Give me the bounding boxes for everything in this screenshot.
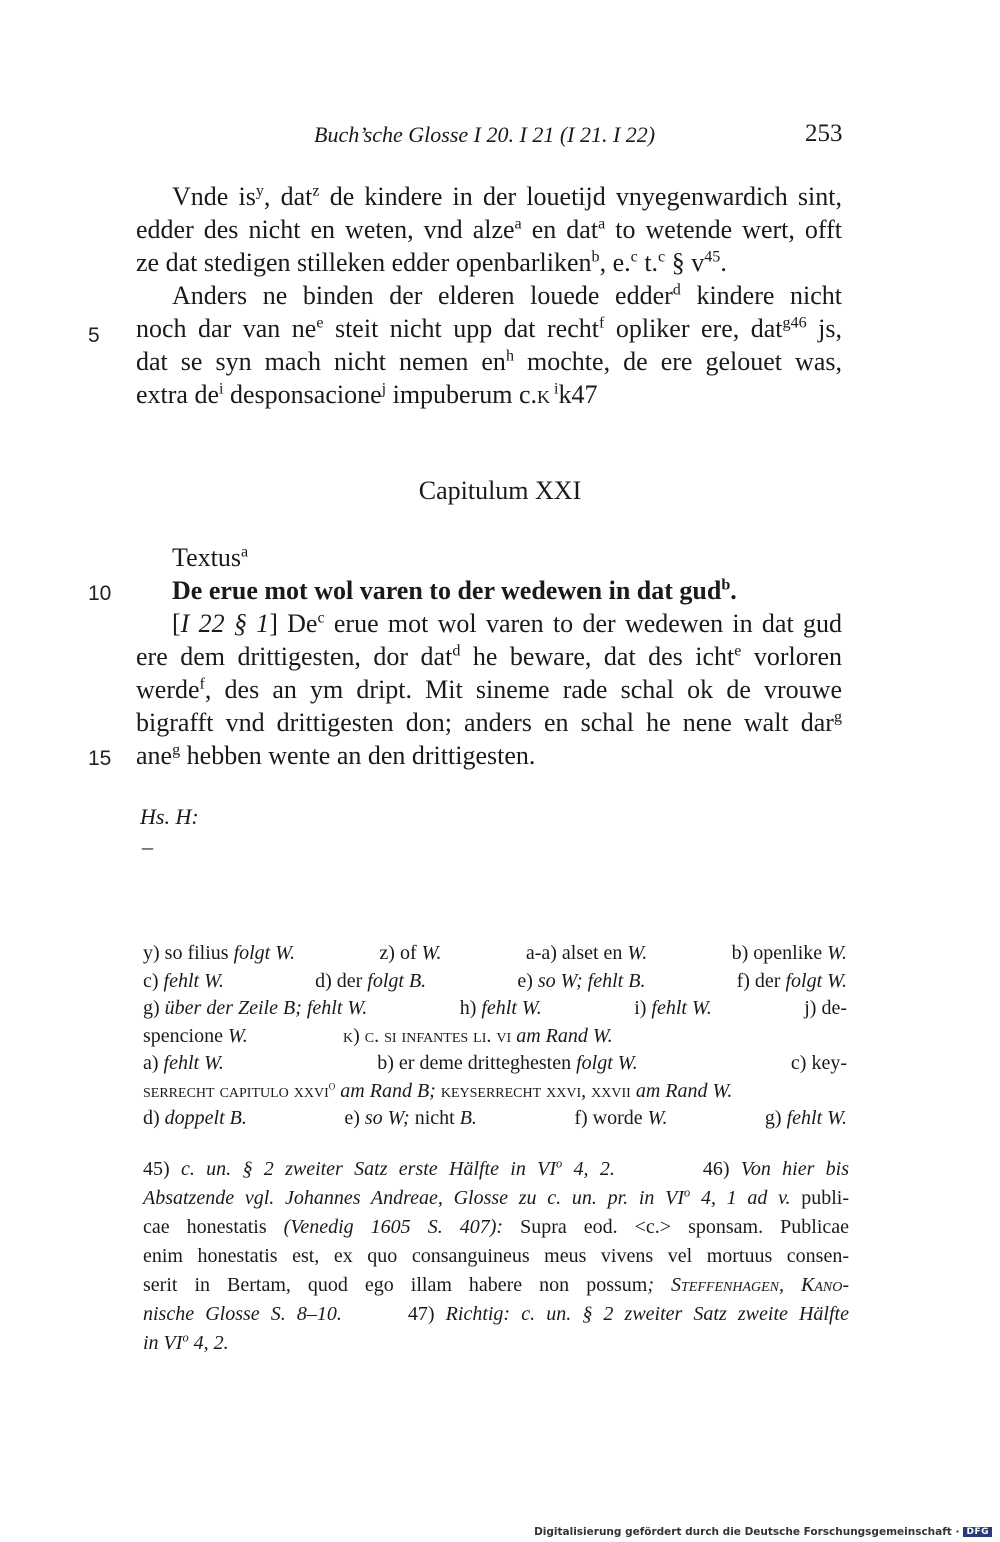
footnote-line: nische Glosse S. 8–10. 47) Richtig: c. un. § 2 zweiter Satz zweite Hälfte — [143, 1303, 849, 1325]
apparatus-row: g) über der Zeile B; fehlt W. h) fehlt W. i) fehlt W. j) de- — [143, 997, 847, 1019]
funding-text: Digitalisierung gefördert durch die Deutsche Forschungsgemeinschaft · — [534, 1526, 960, 1538]
manuscript-label: Hs. H: — [140, 804, 199, 829]
text-line: bigrafft vnd drittigesten don; anders en schal he nene walt dar$^g$ — [136, 708, 842, 737]
footnote-line: Absatzende vgl. Johannes Andreae, Glosse zu c. un. pr. in $VI^o$ 4, 1 ad v. publi- — [143, 1185, 849, 1209]
text-line: dat se syn mach nicht nemen $en^h$ mochte, de ere gelouet was, — [136, 347, 842, 376]
page-number: 253 — [805, 120, 843, 147]
text-line: ane$^g$ hebben wente an den drittigesten. — [136, 741, 536, 770]
funding-footer — [534, 1526, 992, 1538]
footnote-line: 45) c. un. § 2 zweiter Satz erste Hälfte in $VI^o$ 4, 2. 46) Von hier bis — [143, 1156, 849, 1180]
text-line: edder des nicht en weten, vnd alze$^a$ en dat$^a$ to wetende wert, offt — [136, 215, 842, 244]
footnote-line: cae honestatis (Venedig 1605 S. 407): Supra eod. <c.> sponsam. Publicae — [143, 1216, 850, 1238]
source-footnotes — [143, 1155, 849, 1358]
apparatus-row: c) fehlt W. d) der folgt B. e) so W; fehlt B. f) der folgt W. — [143, 969, 847, 992]
apparatus-row: d) doppelt B. e) so W; nicht B. f) worde W. g) fehlt W. — [143, 1107, 847, 1129]
text-line: extra $de^i$ desponsacione$^j$ impuberum c.k $^i$k47 — [136, 380, 598, 409]
critical-apparatus — [143, 940, 847, 1133]
running-title: Buch’sche Glosse I 20. I 21 (I 21. I 22) — [314, 122, 656, 147]
line-number: 5 — [88, 324, 100, 347]
text-line: [I 22 § 1] De$^c$ erue mot wol varen to der wedewen in dat gud — [172, 609, 842, 638]
footnote-line: enim honestatis est, ex quo consanguineus meus vivens vel mortuus consen- — [143, 1245, 849, 1267]
gloss-text — [136, 180, 842, 411]
text-line: noch dar van $ne^e$ steit nicht upp dat recht$^f$ opliker ere, dat$^{g46}$ js, — [136, 314, 843, 343]
page-header — [0, 122, 1000, 162]
text-line: Anders ne binden der elderen louede edder$^d$ kindere nicht — [172, 281, 843, 310]
line-number: 10 — [88, 582, 112, 605]
text-line: ze dat stedigen stilleken edder openbarliken$^b$, e.$^c$ t.$^c$ § $v^{45}$. — [136, 248, 727, 277]
footnote-line: in $VI^o$ 4, 2. — [143, 1330, 229, 1354]
dfg-logo: DFG — [963, 1527, 992, 1537]
manuscript-value: – — [142, 834, 153, 859]
textus-label: Textus$^a$ — [172, 543, 249, 572]
text-line: werde$^f$, des an ym dript. Mit sineme rade schal ok de vrouwe — [136, 675, 842, 704]
textus-block — [136, 541, 842, 772]
apparatus-row: serrecht capitulo xxvi$^o$ am Rand B; keyserrecht xxvi, xxvii am Rand W. — [143, 1077, 733, 1102]
apparatus-row: a) fehlt W. b) er deme dritteghesten folgt W. c) key- — [143, 1052, 847, 1074]
line-number: 15 — [88, 747, 112, 770]
footnote-line: serit in Bertam, quod ego illam habere non possum; Steffenhagen, Kano- — [143, 1274, 849, 1296]
text-line: Vnde $is^y$, dat$^z$ de kindere in der louetijd vnyegenwardich sint, — [172, 182, 842, 211]
apparatus-row: y) so filius folgt W. z) of W. a-a) alset en W. b) openlike W. — [143, 942, 847, 964]
apparatus-row: spencione W. k) c. si infantes li. vi am Rand W. — [143, 1024, 613, 1047]
textus-heading: De erue mot wol varen to der wedewen in dat gud$^b$. — [172, 576, 737, 605]
text-line: ere dem drittigesten, dor dat$^d$ he beware, dat des icht$^e$ vorloren — [136, 642, 842, 671]
chapter-title: Capitulum XXI — [418, 476, 582, 505]
